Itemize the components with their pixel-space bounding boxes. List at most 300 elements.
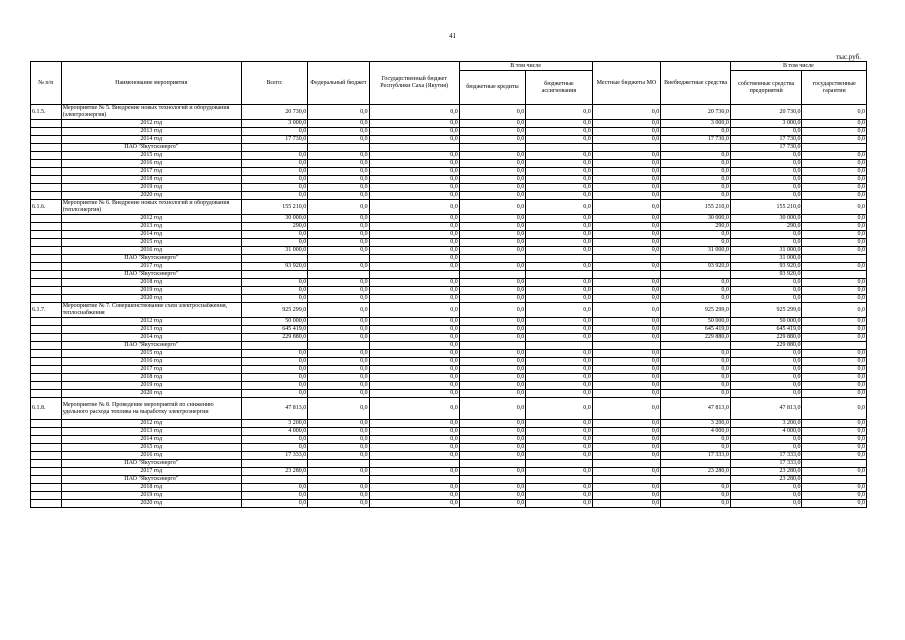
cell-credits: 0,0 [459,500,526,508]
cell-local [592,255,661,263]
cell-credits: 0,0 [459,105,526,120]
cell-extra: 50 000,0 [661,318,731,326]
row-number [31,428,62,436]
year-row [31,428,867,436]
cell-local: 0,0 [592,239,661,247]
cell-state: 0,0 [369,318,459,326]
cell-federal: 0,0 [308,152,369,160]
cell-own: 925 299,0 [730,303,802,318]
cell-credits: 0,0 [459,168,526,176]
row-number [31,168,62,176]
row-name: 2018 год [61,279,241,287]
cell-local: 0,0 [592,215,661,223]
cell-local: 0,0 [592,303,661,318]
cell-own: 31 000,0 [730,247,802,255]
cell-local [592,460,661,468]
cell-state: 0,0 [369,215,459,223]
row-number [31,358,62,366]
year-row [31,484,867,492]
cell-own: 17 333,0 [730,452,802,460]
cell-credits [459,342,526,350]
cell-extra: 0,0 [661,287,731,295]
cell-guar: 0,0 [802,120,867,128]
year-row [31,176,867,184]
measure-row [31,105,867,120]
row-name: 2014 год [61,231,241,239]
year-row [31,420,867,428]
row-number [31,128,62,136]
cell-credits: 0,0 [459,382,526,390]
cell-credits: 0,0 [459,428,526,436]
cell-credits: 0,0 [459,303,526,318]
cell-state: 0,0 [369,295,459,303]
cell-total: 4 000,0 [241,428,308,436]
row-number [31,318,62,326]
cell-assign: 0,0 [526,184,593,192]
cell-extra: 0,0 [661,382,731,390]
cell-guar: 0,0 [802,350,867,358]
organization-row [31,255,867,263]
cell-own: 229 880,0 [730,342,802,350]
cell-extra [661,144,731,152]
cell-guar: 0,0 [802,231,867,239]
cell-extra: 290,0 [661,223,731,231]
row-name: 2016 год [61,247,241,255]
row-number [31,239,62,247]
cell-state [369,271,459,279]
cell-federal: 0,0 [308,184,369,192]
row-number [31,136,62,144]
row-name: 2013 год [61,223,241,231]
cell-own: 17 730,0 [730,144,802,152]
cell-credits: 0,0 [459,366,526,374]
cell-extra: 0,0 [661,366,731,374]
cell-own: 155 210,0 [730,200,802,215]
cell-total: 0,0 [241,287,308,295]
cell-credits: 0,0 [459,120,526,128]
cell-state: 0,0 [369,420,459,428]
cell-federal: 0,0 [308,500,369,508]
row-name: Мероприятие № 7. Совершенствование схем электроснабжения, теплоснабжения [61,303,241,318]
row-name: 2017 год [61,263,241,271]
cell-credits: 0,0 [459,398,526,420]
row-number [31,444,62,452]
cell-guar: 0,0 [802,492,867,500]
cell-total: 155 210,0 [241,200,308,215]
cell-state: 0,0 [369,176,459,184]
cell-guar [802,460,867,468]
cell-guar: 0,0 [802,358,867,366]
row-name: 2014 год [61,436,241,444]
cell-extra: 93 920,0 [661,263,731,271]
cell-guar: 0,0 [802,247,867,255]
cell-credits: 0,0 [459,318,526,326]
cell-credits: 0,0 [459,484,526,492]
row-name: 2015 год [61,444,241,452]
cell-guar: 0,0 [802,436,867,444]
cell-assign: 0,0 [526,215,593,223]
year-row [31,247,867,255]
cell-own: 0,0 [730,436,802,444]
cell-extra: 155 210,0 [661,200,731,215]
cell-state: 0,0 [369,342,459,350]
cell-state: 0,0 [369,239,459,247]
cell-federal: 0,0 [308,160,369,168]
row-number [31,468,62,476]
cell-guar: 0,0 [802,200,867,215]
row-name: 2015 год [61,239,241,247]
cell-assign: 0,0 [526,484,593,492]
header-total: Всего: [241,62,308,105]
measure-row [31,398,867,420]
cell-guar [802,476,867,484]
cell-guar: 0,0 [802,152,867,160]
cell-total: 0,0 [241,444,308,452]
cell-total: 0,0 [241,358,308,366]
cell-total: 0,0 [241,128,308,136]
cell-state: 0,0 [369,247,459,255]
row-name: 2018 год [61,374,241,382]
row-number [31,231,62,239]
cell-extra: 23 280,0 [661,468,731,476]
cell-own: 0,0 [730,279,802,287]
cell-total: 3 000,0 [241,120,308,128]
cell-extra: 0,0 [661,436,731,444]
cell-own: 23 280,0 [730,468,802,476]
cell-federal: 0,0 [308,247,369,255]
cell-total: 0,0 [241,231,308,239]
cell-federal: 0,0 [308,128,369,136]
cell-credits: 0,0 [459,452,526,460]
cell-credits: 0,0 [459,420,526,428]
units-label: тыс.руб. [836,53,861,61]
cell-own: 0,0 [730,390,802,398]
year-row [31,358,867,366]
cell-guar: 0,0 [802,382,867,390]
cell-own: 50 000,0 [730,318,802,326]
cell-credits: 0,0 [459,263,526,271]
cell-credits: 0,0 [459,334,526,342]
cell-credits: 0,0 [459,295,526,303]
cell-guar: 0,0 [802,484,867,492]
cell-total [241,144,308,152]
cell-credits: 0,0 [459,239,526,247]
cell-total: 47 813,0 [241,398,308,420]
row-number [31,160,62,168]
cell-extra [661,476,731,484]
cell-own: 0,0 [730,184,802,192]
cell-federal: 0,0 [308,452,369,460]
cell-local: 0,0 [592,318,661,326]
cell-state: 0,0 [369,350,459,358]
cell-local: 0,0 [592,358,661,366]
cell-state: 0,0 [369,452,459,460]
cell-federal: 0,0 [308,287,369,295]
cell-guar: 0,0 [802,303,867,318]
row-number [31,484,62,492]
cell-guar: 0,0 [802,374,867,382]
cell-own: 3 000,0 [730,120,802,128]
page-number: 41 [449,32,456,40]
cell-own: 30 000,0 [730,215,802,223]
cell-credits: 0,0 [459,358,526,366]
cell-credits [459,255,526,263]
cell-extra: 0,0 [661,295,731,303]
header-including-2: В том числе [730,62,866,71]
row-name: 2014 год [61,136,241,144]
cell-own: 0,0 [730,366,802,374]
cell-federal: 0,0 [308,326,369,334]
cell-local: 0,0 [592,152,661,160]
cell-federal: 0,0 [308,444,369,452]
cell-own: 0,0 [730,358,802,366]
cell-assign: 0,0 [526,239,593,247]
cell-credits: 0,0 [459,231,526,239]
header-extra: Внебюджетные средства [661,62,731,105]
cell-federal: 0,0 [308,428,369,436]
cell-extra: 0,0 [661,192,731,200]
year-row [31,382,867,390]
cell-credits [459,460,526,468]
cell-local: 0,0 [592,295,661,303]
cell-federal: 0,0 [308,215,369,223]
cell-own: 0,0 [730,350,802,358]
header-including-1: В том числе [459,62,592,71]
cell-own: 229 880,0 [730,334,802,342]
cell-local: 0,0 [592,231,661,239]
cell-extra: 0,0 [661,279,731,287]
cell-credits: 0,0 [459,192,526,200]
cell-own: 17 333,0 [730,460,802,468]
row-number [31,420,62,428]
cell-federal: 0,0 [308,231,369,239]
table-body [31,105,867,508]
year-row [31,120,867,128]
cell-local [592,342,661,350]
cell-extra: 17 730,0 [661,136,731,144]
cell-state: 0,0 [369,390,459,398]
cell-extra: 0,0 [661,350,731,358]
cell-state: 0,0 [369,303,459,318]
cell-state: 0,0 [369,436,459,444]
cell-state: 0,0 [369,128,459,136]
cell-assign: 0,0 [526,120,593,128]
cell-own: 0,0 [730,500,802,508]
cell-extra: 0,0 [661,500,731,508]
cell-credits: 0,0 [459,160,526,168]
cell-local: 0,0 [592,436,661,444]
cell-state: 0,0 [369,184,459,192]
cell-total: 17 730,0 [241,136,308,144]
cell-assign: 0,0 [526,168,593,176]
cell-total: 0,0 [241,350,308,358]
cell-federal: 0,0 [308,390,369,398]
cell-credits: 0,0 [459,350,526,358]
year-row [31,128,867,136]
cell-local: 0,0 [592,492,661,500]
cell-federal [308,144,369,152]
cell-credits: 0,0 [459,390,526,398]
cell-total: 0,0 [241,295,308,303]
row-number: 6.1.7. [31,303,62,318]
cell-extra: 3 200,0 [661,420,731,428]
cell-guar [802,342,867,350]
cell-local: 0,0 [592,192,661,200]
row-name: 2019 год [61,382,241,390]
cell-local: 0,0 [592,326,661,334]
cell-extra: 30 000,0 [661,215,731,223]
cell-local: 0,0 [592,374,661,382]
cell-federal: 0,0 [308,358,369,366]
row-number [31,326,62,334]
cell-local [592,476,661,484]
row-number [31,287,62,295]
cell-guar: 0,0 [802,287,867,295]
cell-extra: 925 299,0 [661,303,731,318]
cell-own: 31 000,0 [730,255,802,263]
row-name: ПАО "Якутскэнерго" [61,342,241,350]
row-name: 2017 год [61,468,241,476]
cell-credits: 0,0 [459,279,526,287]
cell-state: 0,0 [369,358,459,366]
cell-local: 0,0 [592,390,661,398]
year-row [31,500,867,508]
cell-guar: 0,0 [802,334,867,342]
cell-own: 0,0 [730,176,802,184]
cell-own: 0,0 [730,374,802,382]
cell-state: 0,0 [369,398,459,420]
cell-extra: 0,0 [661,128,731,136]
cell-total: 3 200,0 [241,420,308,428]
cell-assign: 0,0 [526,263,593,271]
cell-assign: 0,0 [526,160,593,168]
cell-own: 0,0 [730,128,802,136]
cell-federal: 0,0 [308,420,369,428]
cell-local: 0,0 [592,452,661,460]
cell-credits [459,271,526,279]
year-row [31,223,867,231]
row-name: 2012 год [61,318,241,326]
cell-guar: 0,0 [802,428,867,436]
cell-total: 0,0 [241,176,308,184]
cell-extra: 0,0 [661,152,731,160]
cell-credits [459,476,526,484]
header-local: Местные бюджеты МО [592,62,661,105]
cell-extra: 0,0 [661,444,731,452]
cell-credits: 0,0 [459,136,526,144]
row-number [31,390,62,398]
cell-local: 0,0 [592,184,661,192]
cell-total: 31 000,0 [241,247,308,255]
row-number [31,247,62,255]
cell-total: 925 299,0 [241,303,308,318]
cell-credits: 0,0 [459,152,526,160]
row-number [31,350,62,358]
organization-row [31,271,867,279]
row-name: ПАО "Якутскэнерго" [61,144,241,152]
cell-extra: 0,0 [661,231,731,239]
cell-local: 0,0 [592,160,661,168]
cell-federal: 0,0 [308,374,369,382]
row-name: 2014 год [61,334,241,342]
cell-federal: 0,0 [308,120,369,128]
budget-table [30,61,867,508]
cell-total [241,255,308,263]
cell-federal: 0,0 [308,350,369,358]
cell-guar: 0,0 [802,176,867,184]
cell-total: 0,0 [241,279,308,287]
cell-federal: 0,0 [308,398,369,420]
cell-state: 0,0 [369,492,459,500]
row-name: 2012 год [61,120,241,128]
row-name: 2015 год [61,350,241,358]
cell-assign: 0,0 [526,136,593,144]
cell-extra [661,460,731,468]
cell-guar: 0,0 [802,128,867,136]
row-name: ПАО "Якутскэнерго" [61,271,241,279]
cell-total: 0,0 [241,184,308,192]
cell-total: 645 419,0 [241,326,308,334]
cell-own: 0,0 [730,239,802,247]
cell-total: 0,0 [241,484,308,492]
cell-assign [526,460,593,468]
cell-local: 0,0 [592,468,661,476]
cell-federal: 0,0 [308,239,369,247]
cell-guar: 0,0 [802,160,867,168]
cell-total [241,271,308,279]
cell-assign: 0,0 [526,223,593,231]
row-number [31,476,62,484]
cell-guar: 0,0 [802,105,867,120]
cell-extra: 0,0 [661,374,731,382]
year-row [31,326,867,334]
row-name: 2015 год [61,152,241,160]
cell-credits: 0,0 [459,468,526,476]
cell-own: 645 419,0 [730,326,802,334]
organization-row [31,144,867,152]
cell-credits: 0,0 [459,287,526,295]
row-number [31,500,62,508]
cell-total: 0,0 [241,160,308,168]
cell-guar: 0,0 [802,366,867,374]
cell-guar [802,271,867,279]
row-name: 2013 год [61,326,241,334]
row-number [31,342,62,350]
cell-state: 0,0 [369,500,459,508]
header-name: Наименование мероприятия [61,62,241,105]
cell-assign: 0,0 [526,200,593,215]
row-name: 2019 год [61,287,241,295]
row-number [31,152,62,160]
cell-own: 0,0 [730,444,802,452]
cell-federal: 0,0 [308,263,369,271]
row-name: 2012 год [61,420,241,428]
cell-assign: 0,0 [526,358,593,366]
row-name: 2017 год [61,366,241,374]
cell-local: 0,0 [592,428,661,436]
cell-federal: 0,0 [308,200,369,215]
cell-assign: 0,0 [526,398,593,420]
cell-guar: 0,0 [802,263,867,271]
row-name: 2012 год [61,215,241,223]
cell-federal: 0,0 [308,136,369,144]
cell-total: 290,0 [241,223,308,231]
cell-assign: 0,0 [526,428,593,436]
cell-guar: 0,0 [802,168,867,176]
cell-extra: 3 000,0 [661,120,731,128]
cell-federal: 0,0 [308,366,369,374]
cell-federal: 0,0 [308,334,369,342]
